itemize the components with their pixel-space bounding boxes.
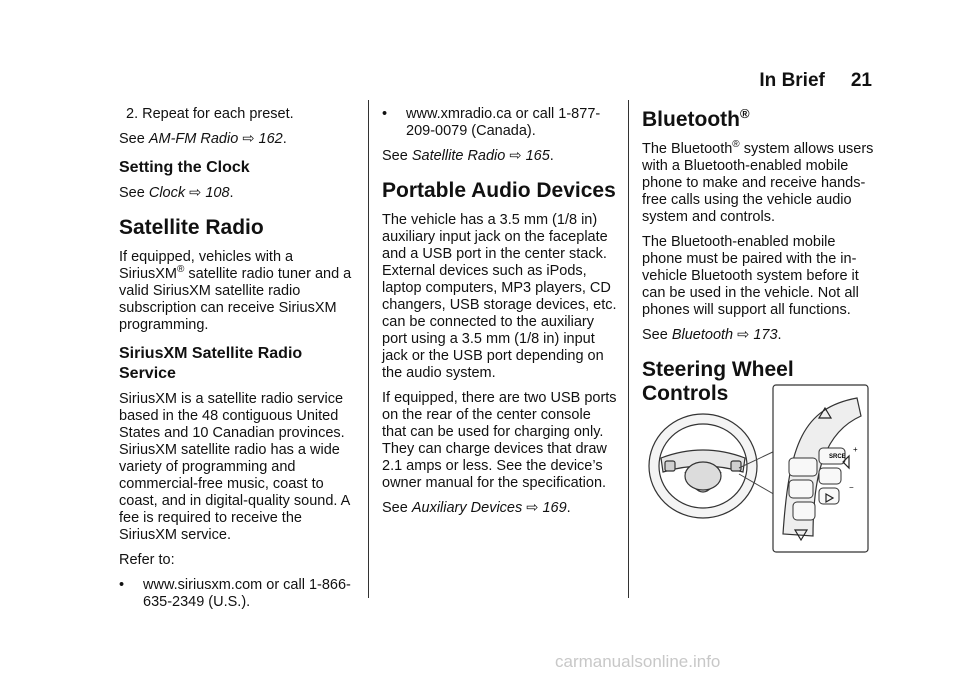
page-header — [759, 70, 872, 92]
list-item: • www.xmradio.ca or call 1-877-209-0079 (Canada). — [382, 106, 601, 139]
cross-reference-clock: See Clock ⇨ 108. — [119, 185, 234, 201]
bullet-icon: • — [119, 577, 125, 593]
paragraph-portable-audio-1: The vehicle has a 3.5 mm (1/8 in) auxiliary input jack on the faceplate and a USB port in the center stack. External devices such as iPods, laptop computers, MP3 players, CD changers, USB storage devices, etc. can be connected to the auxiliary port using a 3.5 mm (1/8 in) input jack or the USB port depending on the audio system. — [382, 212, 617, 381]
volume-minus-label: − — [849, 483, 854, 492]
page-ref-arrow-icon: ⇨ — [509, 148, 522, 164]
step-2: 2. Repeat for each preset. — [126, 106, 294, 122]
ref-link[interactable]: Clock — [148, 185, 186, 201]
page-ref-arrow-icon: ⇨ — [526, 500, 539, 516]
paragraph-bluetooth-1: The Bluetooth® system allows users with a Bluetooth-enabled mobile phone to make and receive hands-free calls using the vehicle audio system and controls. — [642, 139, 874, 225]
heading-bluetooth: Bluetooth® — [642, 106, 750, 131]
registered-mark: ® — [739, 106, 750, 121]
ref-link[interactable]: Satellite Radio — [411, 148, 506, 164]
page-ref-arrow-icon: ⇨ — [737, 327, 750, 343]
column-3 — [642, 106, 878, 415]
page-ref-arrow-icon: ⇨ — [242, 131, 255, 147]
heading-siriusxm-service: SiriusXM Satellite Radio Service — [119, 345, 303, 382]
registered-mark: ® — [177, 264, 185, 276]
column-divider — [628, 100, 629, 598]
column-divider — [368, 100, 369, 598]
heading-steering-wheel-controls: Steering Wheel Controls — [642, 358, 794, 405]
ref-link[interactable]: Auxiliary Devices — [411, 500, 523, 516]
column-1 — [119, 106, 357, 619]
refer-to: Refer to: — [119, 552, 175, 568]
steering-wheel-icon — [643, 384, 869, 554]
source-button-label: SRCE — [829, 454, 846, 460]
list-item: • www.siriusxm.com or call 1-866-635-2349 (U.S.). — [119, 577, 351, 610]
paragraph-satellite-intro: If equipped, vehicles with a SiriusXM® satellite radio tuner and a valid SiriusXM satellite radio subscription can receive SiriusXM programming. — [119, 249, 352, 333]
heading-setting-the-clock: Setting the Clock — [119, 159, 250, 176]
column-2 — [382, 106, 618, 525]
paragraph-bluetooth-2: The Bluetooth-enabled mobile phone must be paired with the in-vehicle Bluetooth system before it can be used in the vehicle. Not all phones will support all functions. — [642, 234, 859, 318]
ref-link[interactable]: AM-FM Radio — [148, 131, 239, 147]
section-title: In Brief — [759, 70, 825, 91]
volume-plus-label: + — [853, 445, 858, 454]
page-ref-arrow-icon: ⇨ — [189, 185, 202, 201]
steering-wheel-illustration — [643, 384, 869, 554]
watermark: carmanualsonline.info — [555, 652, 721, 671]
heading-portable-audio-devices: Portable Audio Devices — [382, 179, 616, 202]
paragraph-siriusxm-service: SiriusXM is a satellite radio service based in the 48 contiguous United States and 10 Canadian provinces. SiriusXM satellite radio has a wide variety of programming and commercial-free music, coast to coast, and in digital-quality sound. A fee is required to receive the SiriusXM service. — [119, 391, 350, 543]
registered-mark: ® — [732, 139, 740, 151]
heading-satellite-radio: Satellite Radio — [119, 216, 264, 239]
page-number: 21 — [850, 70, 872, 91]
cross-reference-auxiliary-devices: See Auxiliary Devices ⇨ 169. — [382, 500, 571, 516]
paragraph-portable-audio-2: If equipped, there are two USB ports on the rear of the center console that can be used for charging only. They can charge devices that draw 2.1 amps or less. See the device’s owner manual for the specification. — [382, 390, 617, 491]
cross-reference-am-fm-radio: See AM-FM Radio ⇨ 162. — [119, 131, 287, 147]
cross-reference-bluetooth: See Bluetooth ⇨ 173. — [642, 327, 782, 343]
ref-link[interactable]: Bluetooth — [671, 327, 734, 343]
bullet-icon: • — [382, 106, 388, 122]
cross-reference-satellite-radio: See Satellite Radio ⇨ 165. — [382, 148, 554, 164]
